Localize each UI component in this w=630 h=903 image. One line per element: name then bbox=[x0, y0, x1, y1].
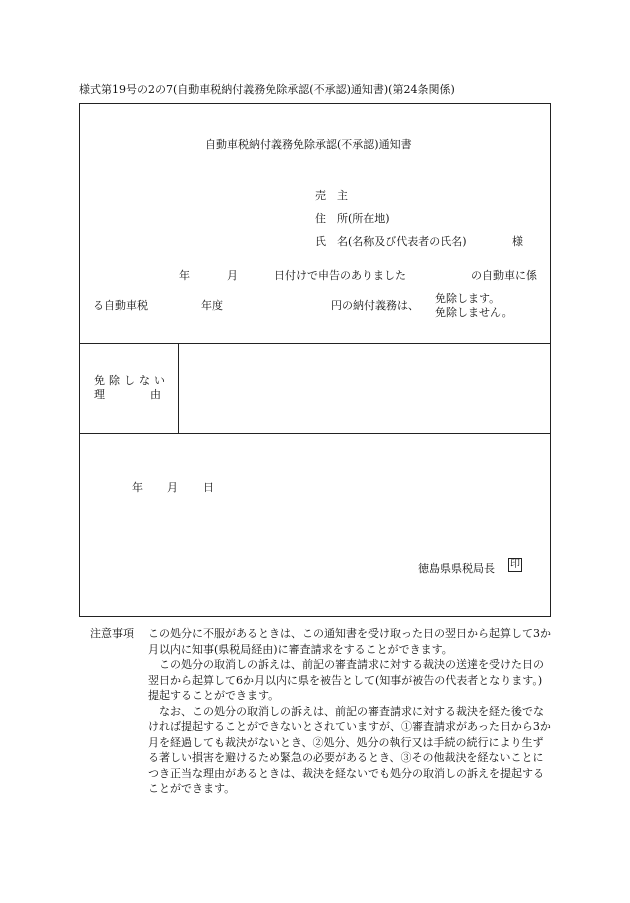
form-header: 様式第19号の2の7(自動車税納付義務免除承認(不承認)通知書)(第24条関係) bbox=[79, 83, 455, 96]
notice-form-box bbox=[79, 103, 551, 617]
notes-paragraph-3: なお、この処分の取消しの訴えは、前記の審査請求に対する裁決を経た後でなければ提起することができないとされていますが、①審査請求があった日から3か月を経過しても裁決がないとき、②処分、処分の執行又は手続の続行により生ずる著しい損害を避けるため緊急の必要があるとき、③その他裁決を経ないことにつき正当な理由があるときは、裁決を経ないでも処分の取消しの訴えを提起することができます。 bbox=[148, 704, 551, 795]
name-label: 氏 名(名称及び代表者の氏名) bbox=[315, 235, 467, 248]
option-not-exempt: 免除しません。 bbox=[435, 306, 513, 319]
seal-mark: 印 bbox=[510, 559, 520, 570]
option-exempt: 免除します。 bbox=[435, 292, 501, 305]
honorific: 様 bbox=[512, 235, 523, 248]
reason-label-line1: 免除しない bbox=[94, 374, 169, 387]
reason-column-divider bbox=[178, 343, 179, 433]
issue-year-label: 年 bbox=[132, 481, 143, 494]
notes-paragraph-2: この処分の取消しの訴えは、前記の審査請求に対する裁決の送達を受けた日の翌日から起算して6か月以内に県を被告として(知事が被告の代表者となります。)提起することができます。 bbox=[148, 658, 544, 702]
notes-paragraph-1: この処分に不服があるときは、この通知書を受け取った日の翌日から起算して3か月以内に知事(県税局経由)に審査請求をすることができます。 bbox=[148, 627, 551, 656]
reason-label-line2a: 理 bbox=[94, 388, 105, 401]
notes-heading: 注意事項 bbox=[90, 627, 134, 640]
notes-section bbox=[90, 626, 552, 797]
divider-bottom bbox=[80, 433, 550, 434]
divider-top bbox=[80, 343, 550, 344]
report-year-label: 年 bbox=[179, 269, 190, 282]
fiscal-year-label: 年度 bbox=[201, 299, 223, 312]
amount-text: 円の納付義務は、 bbox=[331, 299, 419, 312]
reason-label-line2b: 由 bbox=[150, 388, 161, 401]
report-date-text: 日付けで申告のありました bbox=[274, 269, 406, 282]
issue-month-label: 月 bbox=[167, 481, 178, 494]
vehicle-text: の自動車に係 bbox=[471, 269, 537, 282]
seller-label: 売 主 bbox=[315, 189, 348, 202]
issuer-name: 徳島県県税局長 bbox=[418, 562, 495, 575]
address-label: 住 所(所在地) bbox=[315, 212, 390, 225]
report-month-label: 月 bbox=[227, 269, 238, 282]
issue-day-label: 日 bbox=[203, 481, 214, 494]
tax-text: る自動車税 bbox=[93, 299, 148, 312]
form-title: 自動車税納付義務免除承認(不承認)通知書 bbox=[205, 138, 412, 151]
